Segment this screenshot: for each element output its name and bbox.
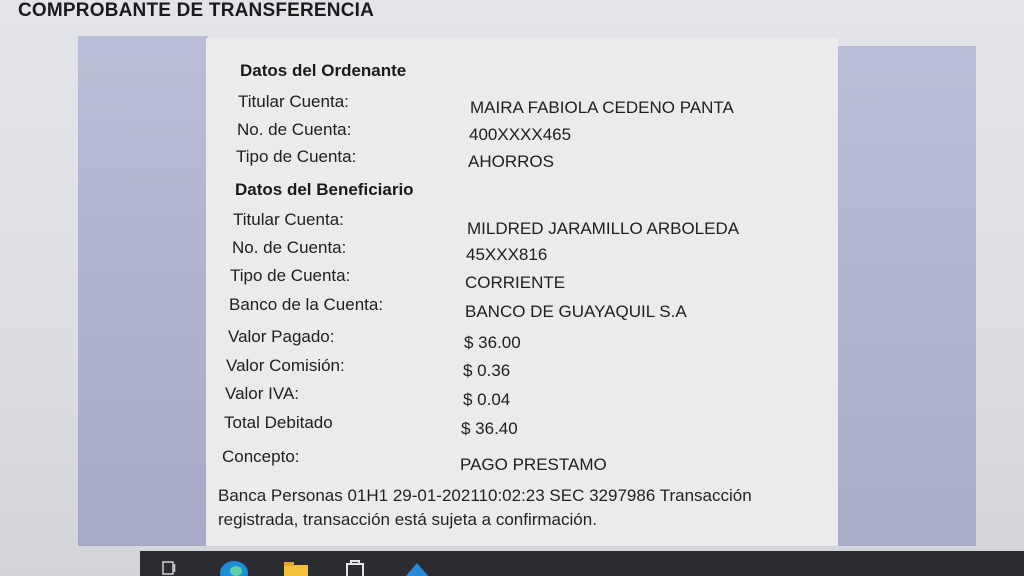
mail-icon[interactable] — [402, 559, 432, 576]
transaction-note — [218, 484, 798, 532]
beneficiario-cuenta-value: 45XXX816 — [466, 245, 548, 264]
right-side-panel — [838, 46, 976, 546]
beneficiario-cuenta-label: No. de Cuenta: — [232, 238, 347, 257]
ordenante-tipo-value: AHORROS — [468, 152, 554, 171]
taskbar — [140, 551, 1024, 576]
page-title: COMPROBANTE DE TRANSFERENCIA — [18, 0, 375, 21]
concepto-label: Concepto: — [222, 447, 300, 466]
file-explorer-icon[interactable] — [280, 559, 312, 576]
total-debitado-value: $ 36.40 — [461, 419, 518, 438]
ordenante-cuenta-label: No. de Cuenta: — [237, 120, 352, 139]
beneficiario-titular-value: MILDRED JARAMILLO ARBOLEDA — [467, 219, 740, 238]
beneficiario-tipo-label: Tipo de Cuenta: — [230, 266, 351, 285]
valor-comision-label: Valor Comisión: — [226, 356, 345, 375]
ordenante-titular-value: MAIRA FABIOLA CEDENO PANTA — [470, 98, 734, 117]
store-icon[interactable] — [344, 559, 366, 576]
valor-iva-value: $ 0.04 — [463, 390, 511, 409]
valor-pagado-label: Valor Pagado: — [228, 327, 335, 346]
ordenante-titular-label: Titular Cuenta: — [238, 92, 349, 111]
concepto-value: PAGO PRESTAMO — [460, 455, 607, 474]
valor-pagado-value: $ 36.00 — [464, 333, 521, 352]
transaction-note-line-1: Banca Personas 01H1 29-01-202110:02:23 SEC 3297986 Transacción — [218, 486, 752, 505]
valor-comision-value: $ 0.36 — [463, 361, 511, 380]
total-debitado-label: Total Debitado — [224, 413, 333, 432]
beneficiario-tipo-value: CORRIENTE — [465, 273, 566, 292]
valor-iva-label: Valor IVA: — [225, 384, 300, 403]
edge-icon[interactable] — [218, 559, 250, 576]
beneficiario-section-title: Datos del Beneficiario — [235, 180, 414, 199]
ordenante-cuenta-value: 400XXXX465 — [469, 125, 572, 144]
transaction-note-line-2: registrada, transacción está sujeta a confirmación. — [218, 510, 597, 529]
beneficiario-banco-value: BANCO DE GUAYAQUIL S.A — [465, 302, 687, 321]
beneficiario-banco-label: Banco de la Cuenta: — [229, 295, 384, 314]
task-view-icon[interactable] — [162, 559, 176, 576]
ordenante-tipo-label: Tipo de Cuenta: — [236, 147, 357, 166]
ordenante-section-title: Datos del Ordenante — [240, 61, 407, 80]
left-side-panel — [78, 36, 208, 546]
beneficiario-titular-label: Titular Cuenta: — [233, 210, 344, 229]
